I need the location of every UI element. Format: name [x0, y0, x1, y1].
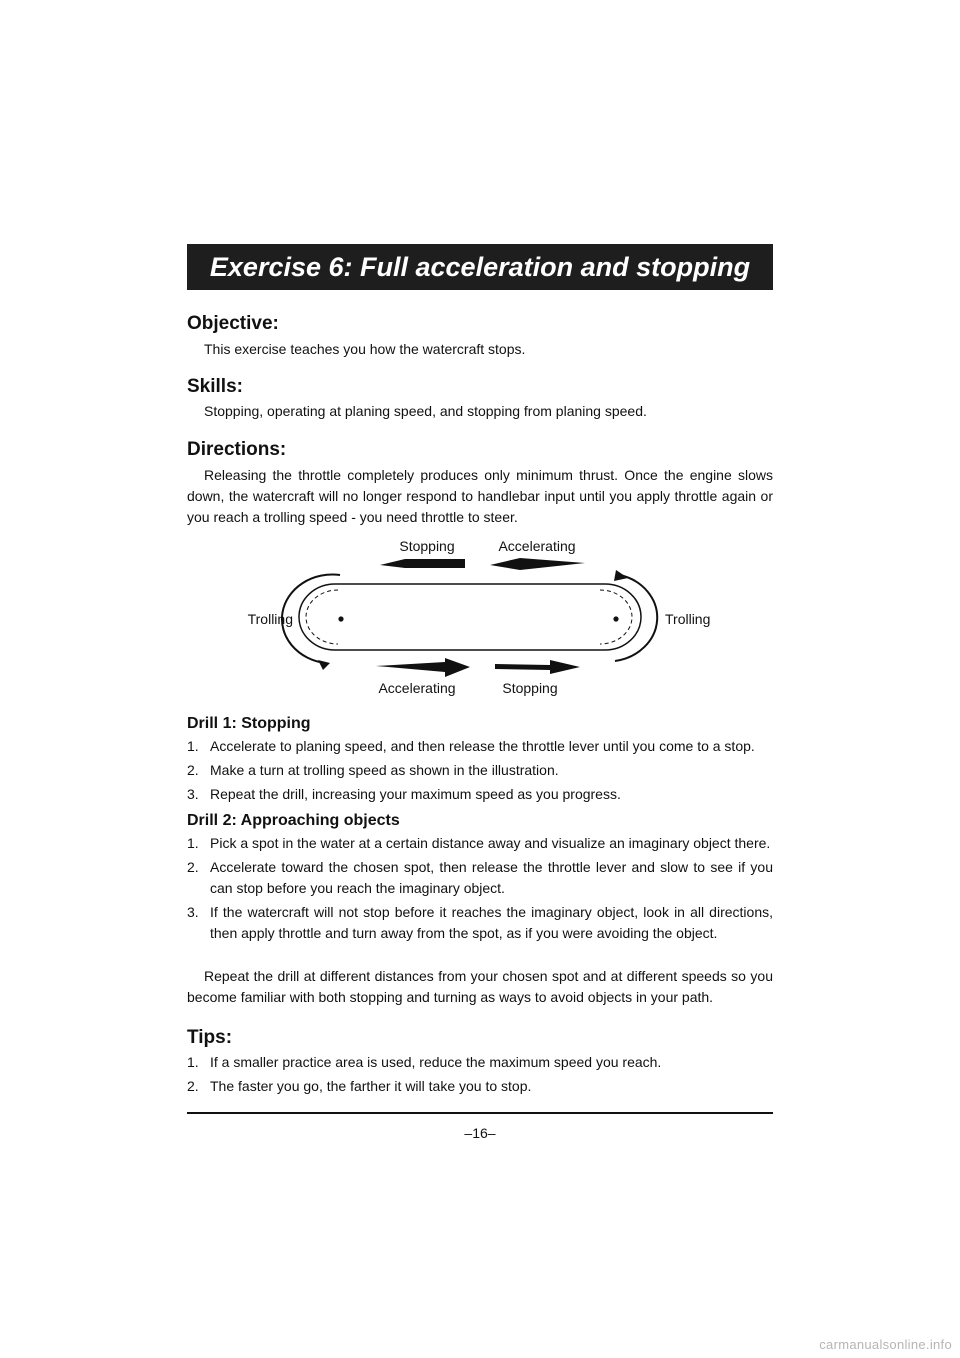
label-bottom-accelerating: Accelerating: [378, 680, 456, 696]
left-marker-dot: [338, 616, 343, 621]
tips-heading: Tips:: [187, 1027, 233, 1048]
list-item: [187, 902, 773, 944]
skills-heading: Skills:: [187, 376, 243, 397]
top-left-arrow: [380, 559, 465, 568]
list-item-text: If a smaller practice area is used, reduce the maximum speed you reach.: [210, 1054, 662, 1070]
list-item-number: 1.: [187, 835, 199, 851]
inner-oval: [299, 584, 641, 650]
directions-text: Releasing the throttle completely produces only minimum thrust. Once the engine slows down, the watercraft will no longer respond to handlebar input until you apply throttle again or you reach a trolling speed - you need throttle to steer.: [187, 467, 773, 525]
left-dashed-turn: [306, 590, 338, 644]
drill2-list: [187, 833, 773, 947]
list-item: [187, 736, 773, 757]
page-title: Exercise 6: Full acceleration and stopping: [209, 251, 751, 282]
bottom-left-arrow: [376, 658, 470, 677]
drill2-heading: Drill 2: Approaching objects: [187, 812, 400, 829]
footer-rule: [187, 1112, 773, 1114]
objective-text: This exercise teaches you how the watercraft stops.: [204, 341, 526, 357]
drill1-list: [187, 736, 773, 808]
page-number: –16–: [464, 1125, 496, 1141]
label-top-stopping: Stopping: [399, 538, 455, 554]
bottom-right-arrow: [495, 660, 580, 674]
tips-list: [187, 1052, 773, 1100]
list-item-number: 3.: [187, 904, 199, 920]
directions-heading: Directions:: [187, 439, 287, 460]
list-item-number: 2.: [187, 859, 199, 875]
label-bottom-stopping: Stopping: [502, 680, 558, 696]
list-item-number: 1.: [187, 738, 199, 754]
list-item-text: Accelerate to planing speed, and then release the throttle lever until you come to a stop.: [210, 738, 755, 754]
list-item-text: Pick a spot in the water at a certain distance away and visualize an imaginary object there.: [210, 835, 771, 851]
list-item-number: 2.: [187, 1078, 199, 1094]
watermark: carmanualsonline.info: [819, 1337, 952, 1352]
list-item-number: 3.: [187, 786, 199, 802]
list-item: [187, 760, 773, 781]
skills-text: Stopping, operating at planing speed, and stopping from planing speed.: [204, 403, 647, 419]
label-left-trolling: Trolling: [247, 611, 293, 627]
list-item-number: 1.: [187, 1054, 199, 1070]
list-item: [187, 833, 773, 854]
list-item-number: 2.: [187, 762, 199, 778]
label-top-accelerating: Accelerating: [498, 538, 576, 554]
course-diagram: [230, 532, 730, 702]
list-item: [187, 857, 773, 899]
drill2-closing-text: Repeat the drill at different distances from your chosen spot and at different speeds so you become familiar with both stopping and turning as ways to avoid objects in your path.: [187, 968, 773, 1005]
left-arrowhead: [318, 660, 330, 670]
list-item: [187, 1052, 773, 1073]
list-item: [187, 1076, 773, 1097]
list-item-text: Accelerate toward the chosen spot, then release the throttle lever and slow to see if you can stop before you reach the imaginary object.: [210, 859, 773, 896]
right-arrowhead: [614, 570, 628, 581]
right-marker-dot: [613, 616, 618, 621]
objective-heading: Objective:: [187, 313, 279, 334]
list-item-text: The faster you go, the farther it will take you to stop.: [210, 1078, 532, 1094]
label-right-trolling: Trolling: [665, 611, 711, 627]
list-item-text: Repeat the drill, increasing your maximum speed as you progress.: [210, 786, 621, 802]
list-item-text: Make a turn at trolling speed as shown in the illustration.: [210, 762, 559, 778]
list-item-text: If the watercraft will not stop before it reaches the imaginary object, look in all directions, then apply throttle and turn away from the spot, as if you were avoiding the object.: [210, 904, 773, 941]
title-banner: [187, 244, 773, 290]
top-right-arrow: [490, 558, 585, 570]
list-item: [187, 784, 773, 805]
drill1-heading: Drill 1: Stopping: [187, 715, 311, 732]
